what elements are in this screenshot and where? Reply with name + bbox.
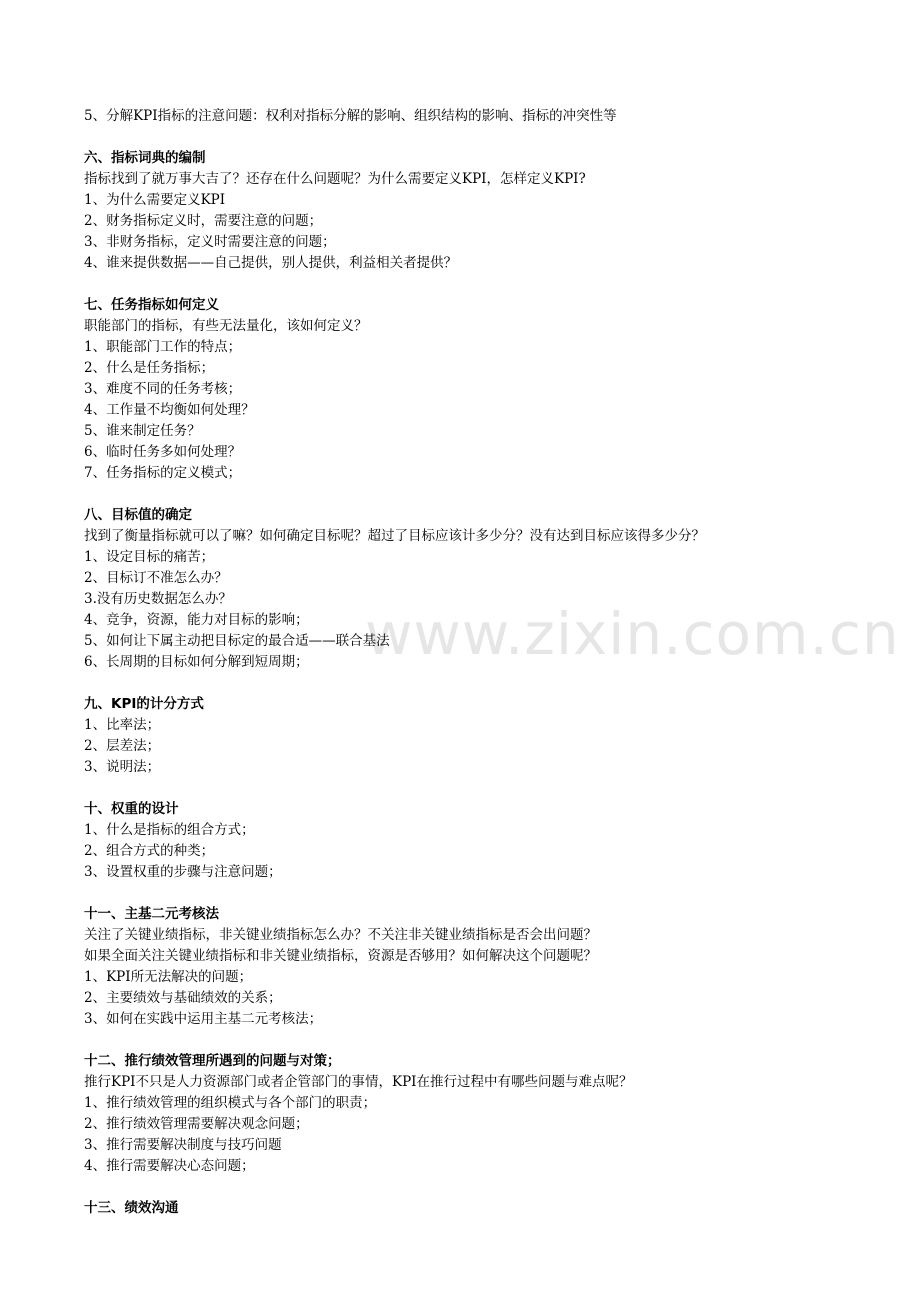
sections-container (84, 127, 884, 1219)
section-line: 5、如何让下属主动把目标定的最合适——联合基法 (84, 633, 390, 649)
section-line: 3、设置权重的步骤与注意问题； (84, 864, 282, 880)
section-line: 3、非财务指标，定义时需要注意的问题； (84, 234, 336, 250)
section (84, 1051, 884, 1177)
section-heading: 十二、推行绩效管理所遇到的问题与对策； (84, 1053, 341, 1069)
section-line: 职能部门的指标，有些无法量化，该如何定义？ (84, 318, 368, 334)
section-line: 2、组合方式的种类； (84, 843, 215, 859)
section-line: 1、比率法； (84, 717, 161, 733)
section-line: 4、谁来提供数据——自己提供，别人提供，利益相关者提供？ (84, 255, 458, 271)
section (84, 694, 884, 778)
section-line: 关注了关键业绩指标，非关键业绩指标怎么办？不关注非关键业绩指标是否会出问题？ (84, 927, 597, 943)
section (84, 904, 884, 1030)
section-line: 2、主要绩效与基础绩效的关系； (84, 990, 282, 1006)
section-line: 1、推行绩效管理的组织模式与各个部门的职责； (84, 1095, 377, 1111)
section-line: 2、财务指标定义时，需要注意的问题； (84, 213, 323, 229)
section-gap (84, 127, 884, 148)
section-line: 找到了衡量指标就可以了嘛？如何确定目标呢？超过了目标应该计多少分？没有达到目标应该得多少分？ (84, 528, 705, 544)
section-line: 5、谁来制定任务？ (84, 423, 201, 439)
section-heading: 十、权重的设计 (84, 801, 179, 817)
section-line: 2、推行绩效管理需要解决观念问题； (84, 1116, 309, 1132)
section-line: 4、工作量不均衡如何处理？ (84, 402, 255, 418)
section-gap (84, 883, 884, 904)
intro-line: 5、分解KPI指标的注意问题：权利对指标分解的影响、组织结构的影响、指标的冲突性等 (84, 108, 617, 124)
section-line: 1、什么是指标的组合方式； (84, 822, 255, 838)
section-heading: 十一、主基二元考核法 (84, 906, 219, 922)
section (84, 505, 884, 673)
section-heading: 六、指标词典的编制 (84, 150, 206, 166)
section-gap (84, 778, 884, 799)
section-gap (84, 673, 884, 694)
section-line: 4、推行需要解决心态问题； (84, 1158, 255, 1174)
section-line: 2、层差法； (84, 738, 161, 754)
section (84, 148, 884, 274)
section-line: 1、KPI所无法解决的问题； (84, 969, 253, 985)
section-heading: 七、任务指标如何定义 (84, 297, 219, 313)
section-line: 6、临时任务多如何处理？ (84, 444, 242, 460)
document-body (84, 106, 884, 1219)
section-heading: 十三、绩效沟通 (84, 1200, 179, 1216)
section-heading: 九、KPI的计分方式 (84, 696, 204, 712)
section-line: 3、如何在实践中运用主基二元考核法； (84, 1011, 323, 1027)
section (84, 799, 884, 883)
section-line: 1、为什么需要定义KPI (84, 192, 226, 208)
section-line: 3.没有历史数据怎么办？ (84, 591, 232, 607)
section-line: 3、说明法； (84, 759, 161, 775)
section-line: 指标找到了就万事大吉了？还存在什么问题呢？为什么需要定义KPI，怎样定义KPI? (84, 171, 586, 187)
section-line: 3、难度不同的任务考核； (84, 381, 242, 397)
section-gap (84, 1030, 884, 1051)
section-line: 推行KPI不只是人力资源部门或者企管部门的事情，KPI在推行过程中有哪些问题与难点呢？ (84, 1074, 633, 1090)
section-line: 7、任务指标的定义模式； (84, 465, 242, 481)
section-line: 1、设定目标的痛苦； (84, 549, 215, 565)
section-line: 2、什么是任务指标； (84, 360, 215, 376)
section-gap (84, 1177, 884, 1198)
section-line: 2、目标订不准怎么办？ (84, 570, 228, 586)
section-line: 3、推行需要解决制度与技巧问题 (84, 1137, 282, 1153)
section-heading: 八、目标值的确定 (84, 507, 192, 523)
watermark: www.zixin.com.cn (365, 600, 900, 668)
section-gap (84, 484, 884, 505)
section-line: 6、长周期的目标如何分解到短周期； (84, 654, 309, 670)
section-line: 4、竞争，资源，能力对目标的影响； (84, 612, 309, 628)
section-gap (84, 274, 884, 295)
section (84, 1198, 884, 1219)
section-line: 1、职能部门工作的特点； (84, 339, 242, 355)
section-line: 如果全面关注关键业绩指标和非关键业绩指标，资源是否够用？如何解决这个问题呢？ (84, 948, 597, 964)
section (84, 295, 884, 484)
